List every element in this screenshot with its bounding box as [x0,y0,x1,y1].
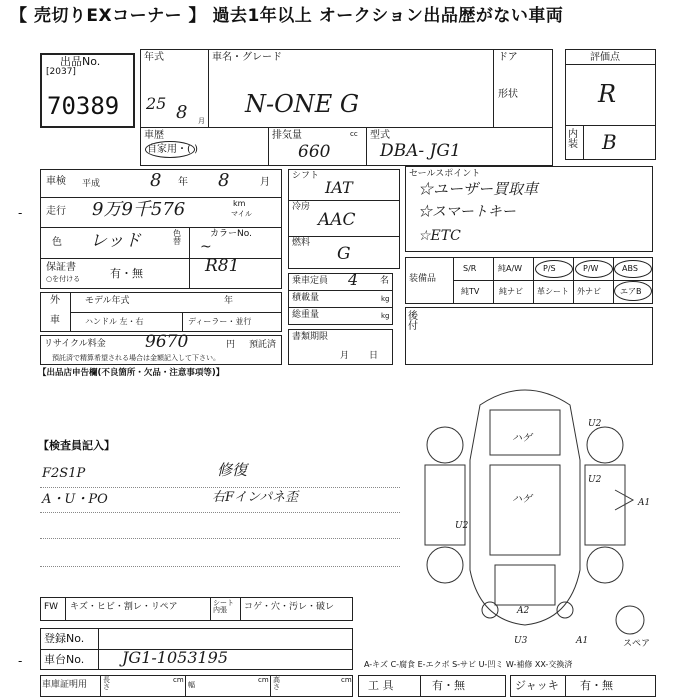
interior-value: B [602,130,617,154]
inspection-era: 平成 [82,179,101,189]
mark-u2-a: U2 [588,419,602,429]
displacement-value: 660 [298,142,331,162]
equip-abs: ABS [622,264,638,273]
equip-ps: P/S [543,264,556,273]
model-label: 型式 [370,130,390,141]
equip-leather: 革シート [537,287,569,296]
post-label: 後付 [408,311,418,332]
cert-width: 幅 [188,681,195,689]
inspector-line1-left: F2S1P [42,466,86,481]
seat-label: シート 内張 [213,599,234,614]
load-unit: kg [381,295,390,303]
cert-width-unit: cm [258,676,269,684]
color-label: 色 [52,237,62,248]
tools-label: 工 具 [368,679,394,692]
damage-legend: A-キズ C-腐食 E-エクボ S-サビ U-凹ミ W-補修 XX-交換済 [364,660,573,669]
cert-height-unit: cm [341,676,352,684]
inspection-year: 8 [150,170,162,191]
displacement-label: 排気量 [272,130,302,141]
capacity-unit: 名 [380,276,390,286]
mark-hood: ハゲ [512,494,532,505]
recycle-unit: 円 [226,340,236,350]
doc-period-unit: 月日 [340,351,399,361]
ac-label: 冷房 [292,202,311,212]
doc-period-label: 書類期限 [292,332,329,342]
equip-ext-navi: 外ナビ [577,287,601,296]
exhibitor-note-label: 【出品店申告欄(不良箇所・欠品・注意事項等)】 [38,368,225,378]
mark-a1-a: A1 [638,498,651,508]
equip-navi: 純ナビ [499,287,523,296]
year-value: 25 [146,94,167,113]
capacity-label: 乗車定員 [292,276,329,286]
model-value: DBA- JG1 [380,141,461,161]
jack-value: 有・無 [580,679,613,692]
circle-ps [535,260,573,278]
sales-point-3: ☆ETC [418,228,461,244]
mark-a1-b: A1 [576,636,589,646]
sheet-title: 【 売切りEXコーナー 】 過去1年以上 オークション出品歴がない車両 [10,6,564,26]
fuel-label: 燃料 [292,238,311,248]
spare-label: スペア [623,639,651,649]
mileage-unit-km: km [233,199,246,208]
circle-airbag [614,281,652,301]
mark-u2-b: U2 [588,475,602,485]
cert-label: 車庫証明用 [42,680,88,690]
fuel-value: G [337,244,351,264]
car-label: 車名・グレード [212,52,282,63]
circle-pw [575,260,613,278]
inspector-line1-right: 修復 [217,461,248,479]
score-value: R [598,80,617,108]
mark-roof: ハゲ [512,433,532,444]
car-value: N-ONE G [245,90,360,118]
mark-u3: U3 [514,636,528,646]
equip-alloy: 純A/W [498,264,523,273]
equip-airbag: エアB [620,287,642,296]
margin-tick-1: - [18,206,23,220]
shift-label: シフト [292,171,320,181]
door-label: ドア [498,52,518,63]
inspection-month-unit: 月 [260,177,270,188]
foreign-year-unit: 年 [224,296,234,306]
warranty-label: 保証書 [46,262,76,273]
tools-value: 有・無 [432,679,465,692]
history-label: 車歴 [144,130,164,141]
recycle-value: 9670 [145,332,189,352]
inspection-month: 8 [218,170,230,191]
displacement-unit: cc [350,130,358,138]
ac-value: AAC [318,210,356,230]
equip-sr: S/R [463,264,477,273]
circle-abs [614,260,652,278]
gross-label: 総重量 [292,310,320,320]
recycle-label: リサイクル料金 [44,339,106,349]
jack-label: ジャッキ [515,679,559,692]
equip-tv: 純TV [461,287,480,296]
year-month-unit: 月 [198,117,205,125]
foreign-label-1: 外 [50,295,60,306]
mileage-label: 走行 [46,206,66,217]
equip-pw: P/W [583,264,599,273]
sales-point-2: ☆スマートキー [418,204,516,220]
mark-u2-c: U2 [455,521,469,531]
cert-long-unit: cm [173,676,184,684]
foreign-handle: ハンドル 左・右 [85,317,144,326]
seat-text: コゲ・穴・汚レ・破レ [244,602,335,612]
recycle-note: 預託済で精算希望される場合は金額記入して下さい。 [52,354,220,362]
car-diagram [405,370,655,650]
score-label: 評価点 [590,52,620,63]
year-month: 8 [176,102,188,123]
mark-a2: A2 [517,606,530,616]
inspector-label: 【検査員記入】 [38,439,115,452]
lot-number: 70389 [47,92,120,120]
load-label: 積載量 [292,293,320,303]
sales-point-1: ☆ユーザー買取車 [418,180,539,198]
mileage-unit-mile: マイル [231,210,252,218]
lot-label: 出品No. [60,55,101,68]
shift-value: IAT [325,178,353,197]
post-box [405,307,653,365]
inspector-line2-left: A・U・PO [42,492,108,507]
inspector-line2-right: 右Fインパネ歪 [212,490,299,505]
equipment-label: 装備品 [409,274,437,284]
sales-label: セールスポイント [409,169,481,179]
foreign-model-year: モデル年式 [85,296,130,306]
color-code-label: カラーNo. [210,229,252,239]
color-value: レッド [90,231,141,251]
year-label: 年式 [144,52,164,63]
margin-tick-2: - [18,654,23,668]
registration-label: 登録No. [44,632,85,645]
foreign-dealer: ディーラー・並行 [188,317,252,326]
shape-label: 形状 [498,89,518,100]
interior-label: 内装 [568,129,578,150]
capacity-value: 4 [348,270,359,289]
foreign-label-2: 車 [50,315,60,326]
cert-height: 高さ [273,676,280,691]
fw-label: FW [44,602,59,612]
gross-unit: kg [381,312,390,320]
warranty-note: ○を付ける [46,275,81,283]
mileage-value: 9万9千576 [92,199,186,220]
inspection-label: 車検 [46,176,66,187]
color-change-label: 色替 [173,229,181,246]
lot-sub: [2037] [46,67,76,77]
recycle-status: 預託済 [249,340,277,350]
color-code-value: R81 [205,256,240,276]
history-value: 自家用・( ) [147,144,198,155]
chassis-value: JG1-1053195 [122,648,229,667]
fw-text: キズ・ヒビ・割レ・リペア [70,602,178,612]
color-change-value: ~ [200,239,212,255]
cert-long: 長さ [103,676,110,691]
history-circle [145,141,195,158]
inspection-year-unit: 年 [178,177,188,188]
warranty-value: 有・無 [110,267,143,280]
chassis-label: 車台No. [44,653,85,666]
